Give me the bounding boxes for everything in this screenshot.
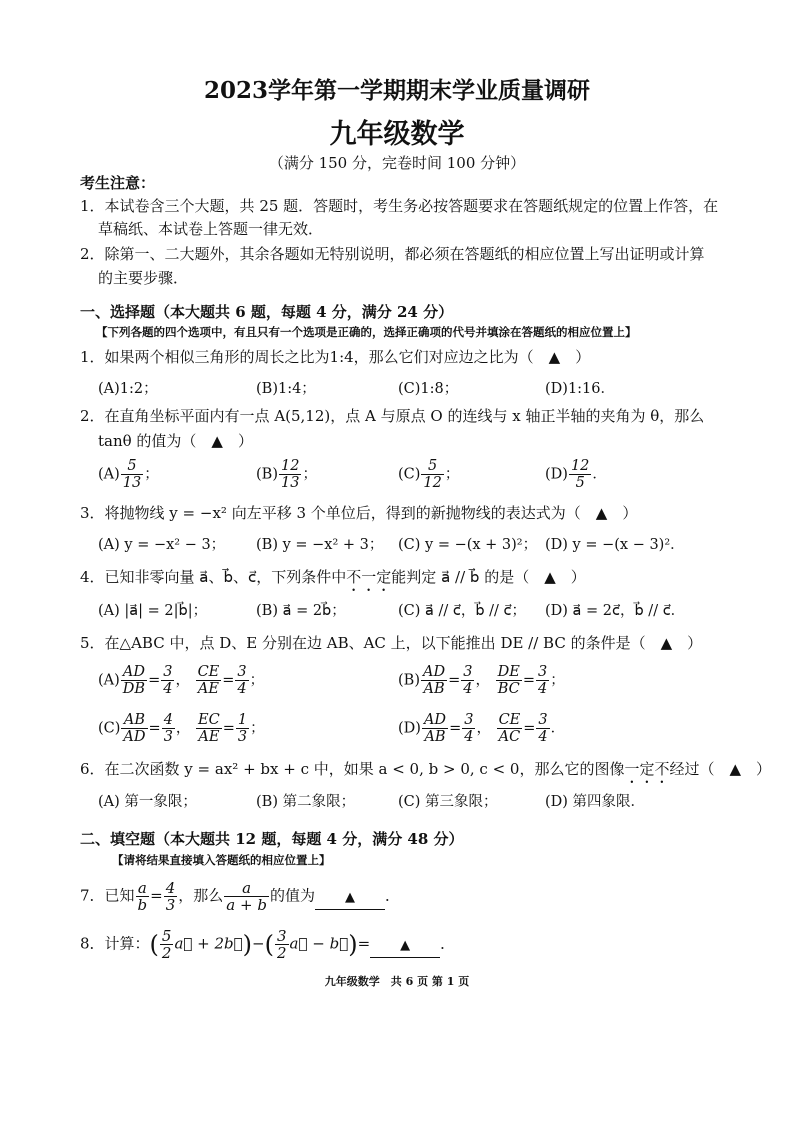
q2-b-end: ； [302, 466, 317, 483]
q5-c1-rnum: 4 [163, 712, 173, 728]
q5-a1-lhs [121, 664, 147, 697]
q5-b2-lhs [496, 664, 522, 697]
q7-eq: = [150, 886, 163, 905]
q5-d2-num: CE [498, 712, 521, 728]
q2-c-end: ； [444, 466, 460, 483]
q2-d-num: 12 [570, 458, 590, 474]
q2-d-end: ． [592, 466, 607, 483]
notice-heading: 考生注意： [80, 174, 156, 192]
q8-end: ． [440, 934, 456, 953]
q2-c-den: 12 [423, 475, 442, 491]
q7-end: ． [384, 886, 400, 905]
q5-c1-lhs [121, 712, 147, 745]
q4-stem [80, 566, 586, 595]
q2-d-fraction [569, 458, 591, 491]
q5-a2-rhs [235, 664, 248, 697]
q5-d-sep: ， [476, 720, 491, 737]
q4-option-a: (A) |a⃗| = 2|b⃗|； [98, 603, 208, 619]
q8-paren-close-2: ) [348, 930, 358, 959]
notice-item1-line2: 草稿纸、本试卷上答题一律无效． [98, 220, 324, 238]
q5-c-end: ； [250, 720, 265, 737]
q2-b-den: 13 [280, 475, 300, 491]
q5-a1-rnum: 3 [163, 664, 173, 680]
q5-option-a: (A) $\frac{AD}{DB}$ = $\frac{3}{4}$ ， $\frac{CE}{AE}$ = $\frac{3}{4}$ ； [98, 664, 265, 697]
q5-b1-rden: 4 [463, 681, 473, 697]
q6-option-d: (D) 第四象限． [545, 794, 646, 810]
q1-option-a: (A)1:2； [98, 381, 158, 397]
q7-f2-den: 3 [165, 896, 176, 914]
q7-f1-num: a [136, 880, 150, 897]
q1-option-c: (C)1:8； [398, 381, 459, 397]
q5-d2-den: AC [498, 729, 521, 745]
q8-paren-close-1: ) [242, 930, 253, 959]
q8-paren-open-2: ( [264, 930, 274, 959]
q5-stem: 5．在△ABC 中，点 D、E 分别在边 AB、AC 上，以下能推出 DE // BC 的条件是（ ▲ ） [80, 634, 703, 652]
q5-d-label: (D) [398, 720, 421, 737]
q5-b-end: ； [550, 672, 565, 689]
q5-a1-rhs [161, 664, 174, 697]
q6-option-a: (A) 第一象限； [98, 794, 197, 810]
q5-c2-den: AE [198, 729, 220, 745]
q1-stem: 1．如果两个相似三角形的周长之比为1:4，那么它们对应边之比为（ ▲ ） [80, 348, 591, 366]
notice-item1-line1: 1．本试卷含三个大题，共 25 题．答题时，考生务必按答题要求在答题纸规定的位置上作答，在 [80, 197, 719, 215]
q5-c2-num: EC [198, 712, 220, 728]
q5-option-d: (D) $\frac{AD}{AB}$ = $\frac{3}{4}$ ， $\frac{CE}{AC}$ = $\frac{3}{4}$ ． [398, 712, 566, 745]
q5-c1-rden: 3 [163, 729, 173, 745]
notice-item2-line1: 2．除第一、二大题外，其余各题如无特别说明，都必须在答题纸的相应位置上写出证明或计算 [80, 245, 705, 263]
q2-stem-line2: tanθ 的值为（ ▲ ） [98, 432, 253, 450]
q5-d1-rhs [462, 712, 475, 745]
q2-c-label: (C) [398, 466, 421, 483]
q8-answer-blank [370, 933, 440, 958]
q5-d-end: ． [550, 720, 566, 737]
section1-instruction: 【下列各题的四个选项中，有且只有一个选项是正确的，选择正确项的代号并填涂在答题纸的相应位置上】 [96, 325, 637, 339]
q2-b-label: (B) [256, 466, 278, 483]
q5-c2-lhs [196, 712, 222, 745]
q5-a2-num: CE [197, 664, 220, 680]
q5-b2-num: DE [497, 664, 520, 680]
q5-b2-rnum: 3 [537, 664, 548, 680]
q4-stem-post: 能判定 a⃗ // b⃗ 的是（ ▲ ） [391, 568, 586, 586]
q8-f2-num: 3 [277, 927, 287, 945]
q8-frac2 [275, 928, 289, 961]
exam-title: 2023学年第一学期期末学业质量调研 [203, 77, 590, 104]
q5-d2-rden: 4 [538, 729, 548, 745]
q5-d2-rnum: 3 [538, 712, 548, 728]
q8-term-1: a⃗ + 2b⃗ [174, 934, 243, 953]
q2-d-den: 5 [575, 475, 585, 491]
q6-option-b: (B) 第二象限； [256, 794, 356, 810]
q8-paren-open-1: ( [149, 930, 159, 959]
q5-option-c: (C) $\frac{AB}{AD}$ = $\frac{4}{3}$ ， $\frac{EC}{AE}$ = $\frac{1}{3}$ ； [98, 712, 265, 745]
q2-option-c [398, 458, 459, 491]
q2-d-label: (D) [545, 466, 568, 483]
q8-f2-den: 2 [277, 944, 287, 962]
q8-minus: − [252, 934, 265, 953]
q5-a1-den: DB [122, 681, 146, 697]
q5-c-sep: ， [175, 720, 191, 737]
q5-d1-den: AB [424, 729, 446, 745]
q6-option-c: (C) 第三象限； [398, 794, 498, 810]
q7-f2-num: 4 [165, 879, 176, 897]
q8-pre: 8．计算： [80, 934, 150, 953]
q1-option-d: (D)1:16． [545, 381, 616, 397]
q6-stem [80, 758, 771, 787]
q2-option-d [545, 458, 607, 491]
q2-a-fraction [121, 458, 143, 491]
q5-option-b: (B) $\frac{AD}{AB}$ = $\frac{3}{4}$ ， $\frac{DE}{BC}$ = $\frac{3}{4}$ ； [398, 664, 565, 697]
q5-c2-rden: 3 [237, 729, 248, 745]
q5-a1-rden: 4 [163, 681, 173, 697]
q4-option-b: (B) a⃗ = 2b⃗； [256, 603, 346, 619]
q7-f3-num: a [224, 880, 269, 897]
q4-stem-pre: 4．已知非零向量 a⃗、b⃗、c⃗，下列条件中 [80, 568, 347, 586]
q2-b-fraction [279, 458, 301, 491]
q7-post: 的值为 [269, 886, 315, 905]
q7-f1-den: b [137, 896, 148, 914]
q5-c1-den: AD [123, 729, 146, 745]
q6-stem-post: 经过（ ▲ ） [669, 760, 772, 778]
q2-stem-line1: 2．在直角坐标平面内有一点 A(5,12)，点 A 与原点 O 的连线与 x 轴正半轴的夹角为 θ，那么 [80, 407, 705, 425]
q5-a-sep: ， [175, 672, 190, 689]
q6-stem-pre: 6．在二次函数 y = ax² + bx + c 中，如果 a < 0, b > 0, c < 0，那么它的图像 [80, 760, 625, 778]
q3-stem: 3．将抛物线 y = −x² 向左平移 3 个单位后，得到的新抛物线的表达式为（ ▲ ） [80, 504, 638, 522]
q7-mid: ，那么 [178, 886, 224, 905]
q5-d1-num: AD [423, 712, 447, 728]
q2-option-b [256, 458, 317, 491]
q8-triangle-icon: ▲ [400, 937, 411, 953]
q3-option-d: (D) y = −(x − 3)²． [545, 537, 685, 553]
q5-c-label: (C) [98, 720, 121, 737]
q2-a-label: (A) [98, 466, 120, 483]
q5-b1-rnum: 3 [463, 664, 473, 680]
q8-eq: = [357, 934, 371, 953]
q6-stem-emphasis: 一定不 [624, 760, 670, 778]
q5-b-label: (B) [398, 672, 420, 689]
q4-stem-emphasis: 不一定 [346, 568, 392, 586]
q5-c1-rhs [162, 712, 175, 745]
q5-b-sep: ， [475, 672, 490, 689]
exam-info: （满分 150 分，完卷时间 100 分钟） [268, 154, 526, 172]
section2-heading: 二、填空题（本大题共 12 题，每题 4 分，满分 48 分） [80, 830, 464, 848]
q8-term-2: a⃗ − b⃗ [289, 934, 349, 953]
q5-c2-rhs [236, 712, 249, 745]
q2-b-num: 12 [280, 458, 300, 474]
q5-b1-rhs [461, 664, 474, 697]
q7-answer-blank [315, 885, 385, 910]
q7-triangle-icon: ▲ [344, 889, 355, 905]
q7-pre: 7．已知 [80, 886, 135, 905]
q2-c-fraction [421, 458, 443, 491]
q2-c-num: 5 [421, 458, 443, 475]
q5-a2-rden: 4 [237, 681, 247, 697]
q5-b1-num: AD [422, 664, 446, 680]
q4-option-d: (D) a⃗ = 2c⃗，b⃗ // c⃗． [545, 603, 686, 619]
q5-d2-lhs [497, 712, 523, 745]
q5-a2-rnum: 3 [237, 664, 247, 680]
q5-a2-lhs [196, 664, 222, 697]
q8-f1-den: 2 [161, 944, 172, 962]
q5-b1-lhs [421, 664, 447, 697]
q5-c1-num: AB [121, 712, 147, 729]
q5-a1-num: AD [121, 664, 147, 681]
q5-d2-rhs [536, 712, 549, 745]
q7-f3-den: a + b [226, 896, 267, 914]
q5-a2-den: AE [197, 681, 219, 697]
notice-item2-line2: 的主要步骤． [98, 269, 189, 287]
q5-a-label: (A) [98, 672, 120, 689]
q5-a-end: ； [249, 672, 265, 689]
q5-b2-rden: 4 [537, 681, 548, 697]
q3-option-a: (A) y = −x² − 3； [98, 537, 226, 553]
q3-option-c: (C) y = −(x + 3)²； [398, 537, 538, 553]
q5-d1-rden: 4 [464, 729, 474, 745]
exam-subject: 九年级数学 [329, 119, 465, 150]
q7 [80, 880, 400, 913]
q7-frac3 [224, 880, 269, 913]
q2-a-num: 5 [121, 458, 143, 475]
q2-a-den: 13 [122, 475, 142, 491]
q8 [80, 928, 455, 961]
q5-b1-den: AB [423, 681, 445, 697]
q5-c2-rnum: 1 [237, 712, 248, 728]
q8-f1-num: 5 [161, 927, 172, 945]
section2-instruction: 【请将结果直接填入答题纸的相应位置上】 [112, 853, 331, 867]
q8-frac1 [160, 928, 174, 961]
page-footer: 九年级数学 共 6 页 第 1 页 [324, 975, 470, 988]
q1-option-b: (B)1:4； [256, 381, 316, 397]
q5-b2-rhs [536, 664, 549, 697]
q4-option-c: (C) a⃗ // c⃗，b⃗ // c⃗； [398, 603, 527, 619]
q5-b2-den: BC [497, 681, 520, 697]
q3-option-b: (B) y = −x² + 3； [256, 537, 384, 553]
q2-a-end: ； [144, 466, 159, 483]
q7-frac2 [164, 880, 178, 913]
q5-d1-rnum: 3 [464, 712, 474, 728]
q2-option-a [98, 458, 159, 491]
section1-heading: 一、选择题（本大题共 6 题，每题 4 分，满分 24 分） [80, 303, 454, 321]
q7-frac1 [136, 880, 150, 913]
q5-d1-lhs [422, 712, 448, 745]
